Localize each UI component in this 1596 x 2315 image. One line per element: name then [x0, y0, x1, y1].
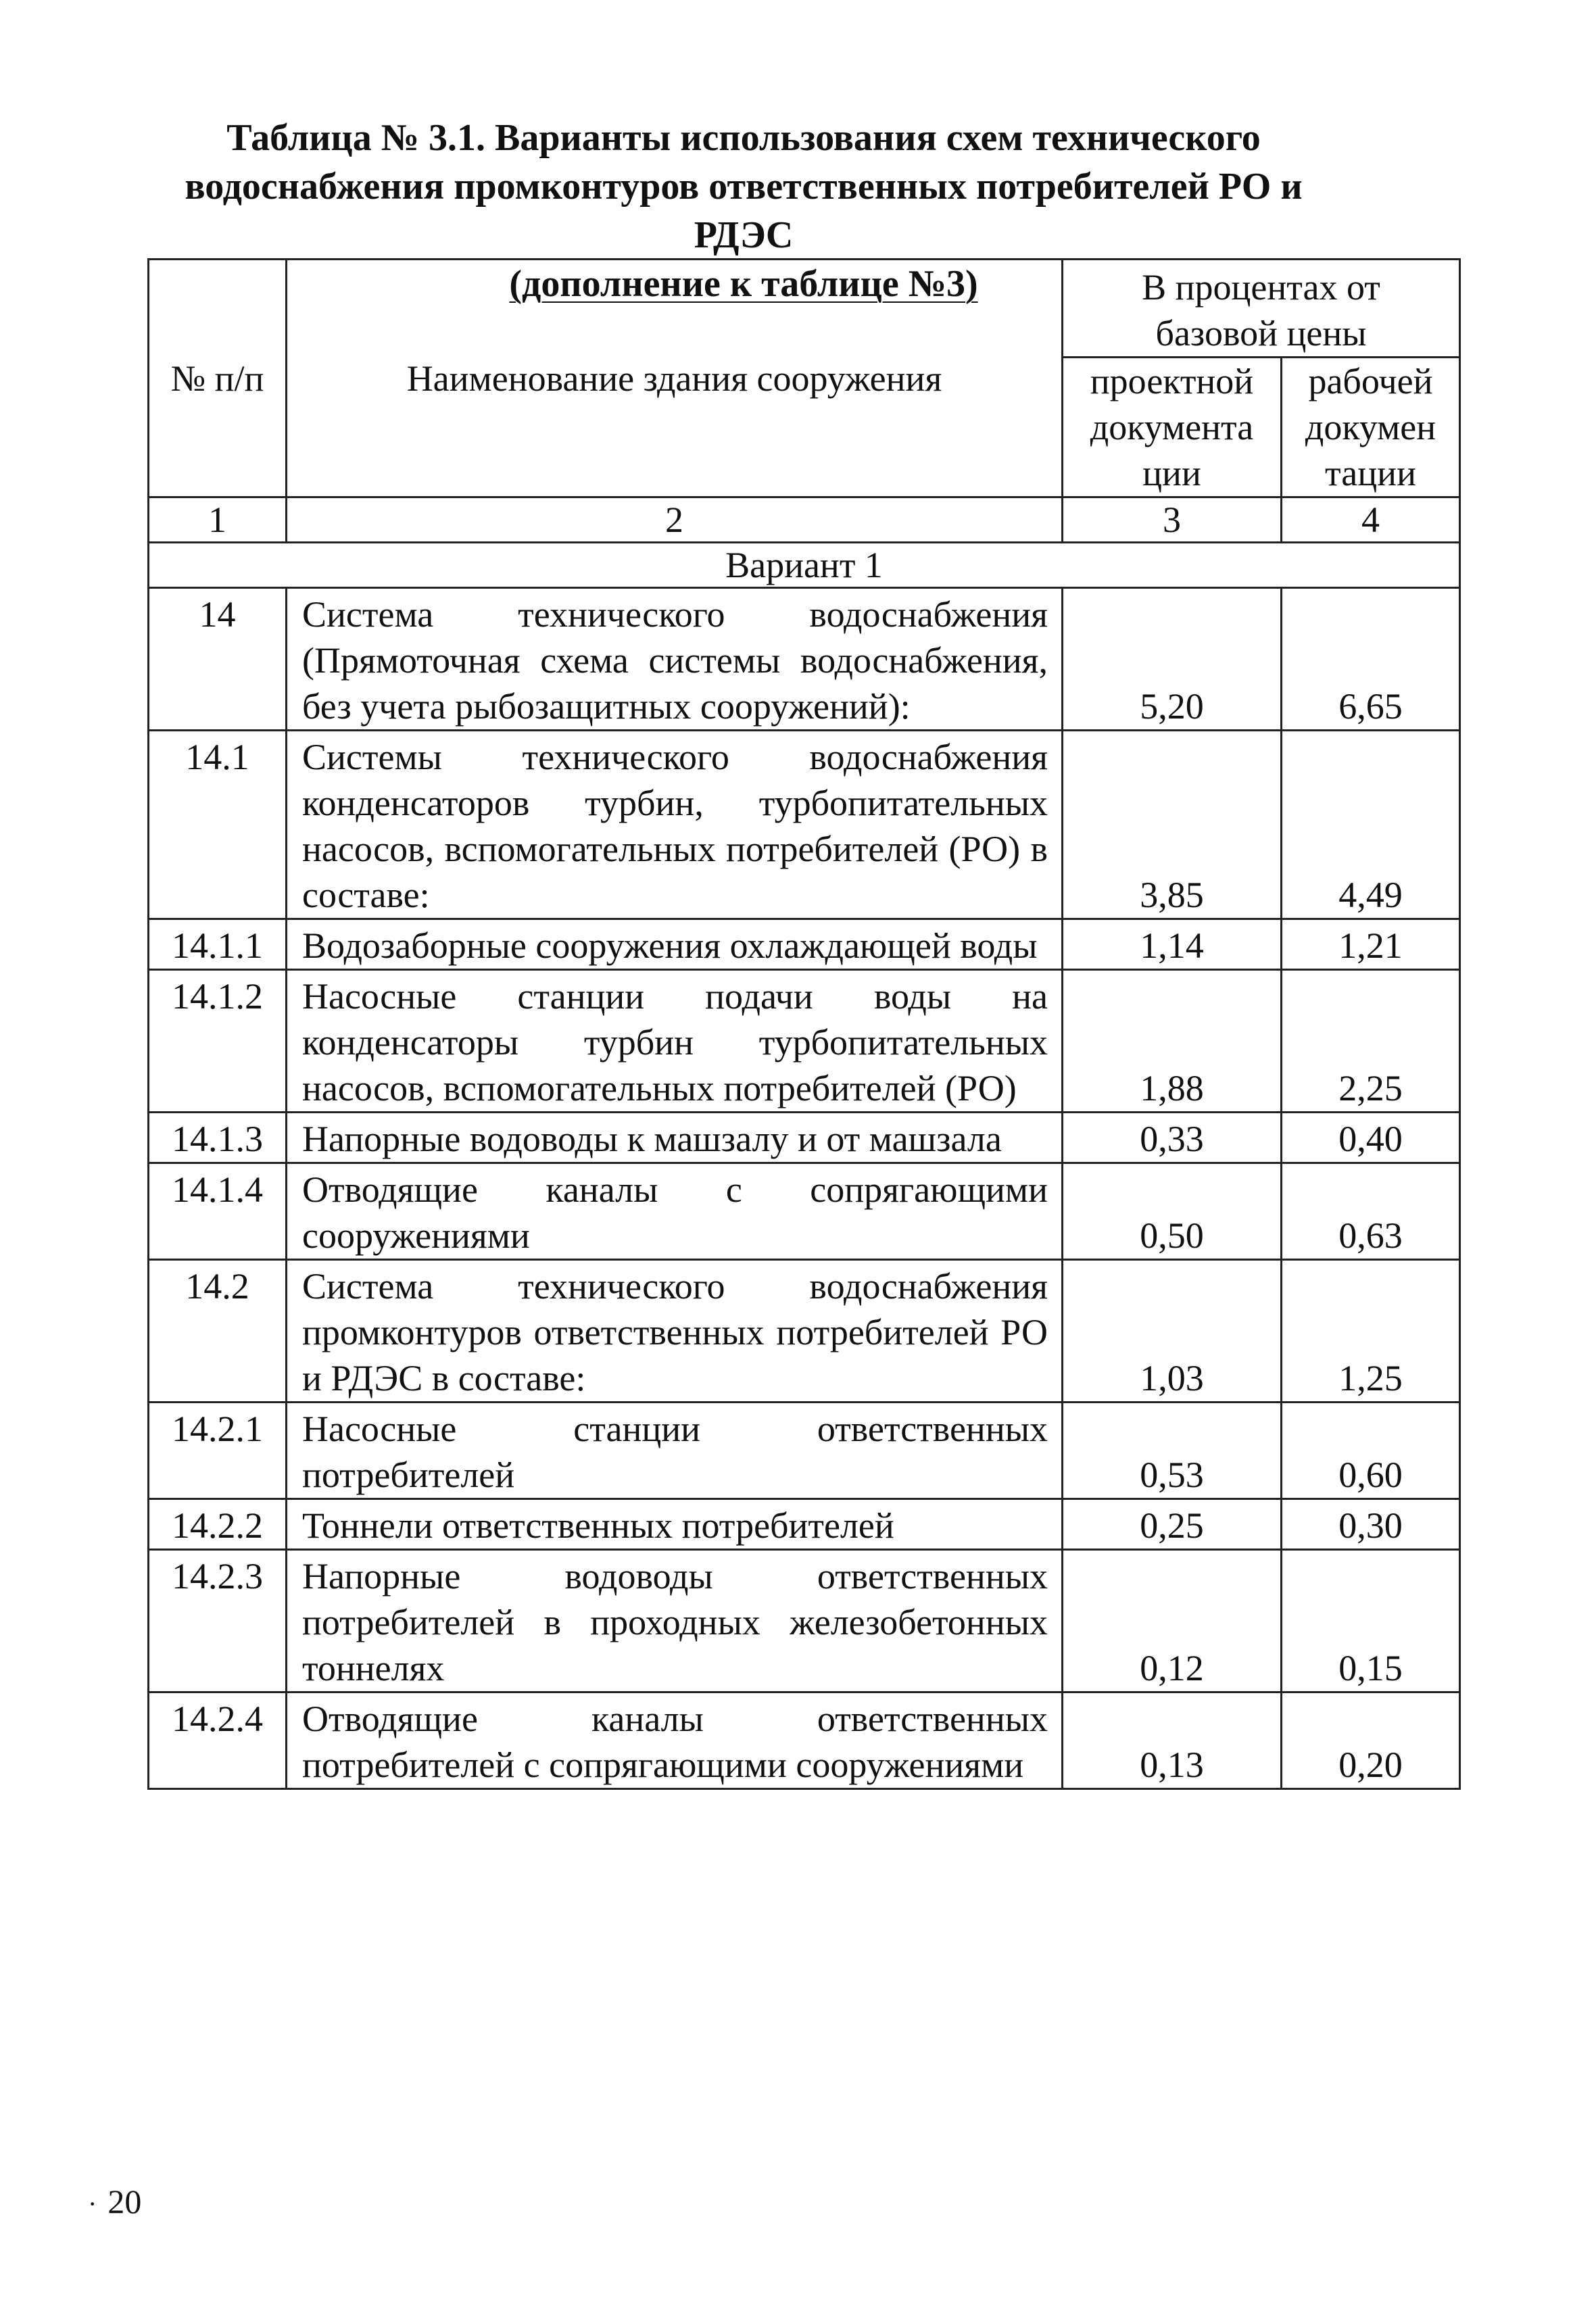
row-project-value: 0,13	[1063, 1692, 1282, 1789]
row-work-value: 2,25	[1282, 970, 1460, 1113]
header-group: В процентах от базовой цены	[1063, 260, 1460, 358]
row-project-value: 0,12	[1063, 1550, 1282, 1692]
row-project-value: 0,53	[1063, 1403, 1282, 1499]
table-row	[149, 1692, 1460, 1789]
index-row	[149, 497, 1460, 543]
row-project-value: 0,25	[1063, 1499, 1282, 1550]
row-work-value: 6,65	[1282, 588, 1460, 731]
row-name: Отводящие каналы ответственных потребителей с сопрягающими сооружениями	[287, 1692, 1063, 1789]
row-work-value: 0,40	[1282, 1113, 1460, 1163]
header-col4: рабочей докумен тации	[1282, 358, 1460, 497]
row-name: Водозаборные сооружения охлаждающей воды	[287, 919, 1063, 970]
table-row	[149, 1499, 1460, 1550]
header-num: № п/п	[149, 260, 287, 497]
row-work-value: 0,15	[1282, 1550, 1460, 1692]
row-name: Отводящие каналы с сопрягающими сооружениями	[287, 1163, 1063, 1260]
row-number: 14.1.2	[149, 970, 287, 1113]
row-work-value: 0,60	[1282, 1403, 1460, 1499]
row-project-value: 1,14	[1063, 919, 1282, 970]
row-number: 14.2.4	[149, 1692, 287, 1789]
header-name: Наименование здания сооружения	[287, 260, 1063, 497]
table-row	[149, 731, 1460, 919]
row-name: Система технического водоснабжения (Прямоточная схема системы водоснабжения, без учета рыбозащитных сооружений):	[287, 588, 1063, 731]
table-row	[149, 970, 1460, 1113]
row-name: Напорные водоводы ответственных потребителей в проходных железобетонных тоннелях	[287, 1550, 1063, 1692]
title-line-1: Таблица № 3.1. Варианты использования схем технического	[226, 117, 1261, 159]
row-name: Насосные станции ответственных потребителей	[287, 1403, 1063, 1499]
row-number: 14.1.1	[149, 919, 287, 970]
row-number: 14	[149, 588, 287, 731]
row-number: 14.2.1	[149, 1403, 287, 1499]
table-row	[149, 1163, 1460, 1260]
title-line-2: водоснабжения промконтуров ответственных потребителей РО и РДЭС	[185, 166, 1303, 256]
row-number: 14.1	[149, 731, 287, 919]
page-number-value: 20	[107, 2183, 142, 2220]
cost-table	[147, 258, 1461, 1790]
variant-label: Вариант 1	[149, 543, 1460, 588]
row-number: 14.1.4	[149, 1163, 287, 1260]
row-name: Система технического водоснабжения промконтуров ответственных потребителей РО и РДЭС в составе:	[287, 1260, 1063, 1403]
row-name: Системы технического водоснабжения конденсаторов турбин, турбопитательных насосов, вспомогательных потребителей (РО) в составе:	[287, 731, 1063, 919]
row-number: 14.1.3	[149, 1113, 287, 1163]
row-name: Напорные водоводы к машзалу и от машзала	[287, 1113, 1063, 1163]
row-work-value: 0,63	[1282, 1163, 1460, 1260]
index-cell: 2	[287, 497, 1063, 543]
row-work-value: 4,49	[1282, 731, 1460, 919]
row-name: Насосные станции подачи воды на конденсаторы турбин турбопитательных насосов, вспомогательных потребителей (РО)	[287, 970, 1063, 1113]
row-project-value: 0,33	[1063, 1113, 1282, 1163]
table-row	[149, 1113, 1460, 1163]
table-row	[149, 1550, 1460, 1692]
row-number: 14.2	[149, 1260, 287, 1403]
page-dot: ·	[88, 2189, 97, 2219]
row-project-value: 1,03	[1063, 1260, 1282, 1403]
title-line-3: (дополнение к таблице №3)	[509, 263, 978, 305]
row-work-value: 0,30	[1282, 1499, 1460, 1550]
row-work-value: 1,21	[1282, 919, 1460, 970]
row-work-value: 1,25	[1282, 1260, 1460, 1403]
row-name: Тоннели ответственных потребителей	[287, 1499, 1063, 1550]
page-number	[88, 2182, 141, 2221]
row-project-value: 1,88	[1063, 970, 1282, 1113]
table-row	[149, 919, 1460, 970]
row-project-value: 0,50	[1063, 1163, 1282, 1260]
table-body	[149, 588, 1460, 1789]
index-cell: 1	[149, 497, 287, 543]
row-work-value: 0,20	[1282, 1692, 1460, 1789]
table-row	[149, 1260, 1460, 1403]
table-row	[149, 1403, 1460, 1499]
header-row-1	[149, 260, 1460, 358]
index-cell: 4	[1282, 497, 1460, 543]
table-row	[149, 588, 1460, 731]
row-number: 14.2.2	[149, 1499, 287, 1550]
header-col3: проектной документа ции	[1063, 358, 1282, 497]
row-project-value: 5,20	[1063, 588, 1282, 731]
variant-row	[149, 543, 1460, 588]
row-project-value: 3,85	[1063, 731, 1282, 919]
row-number: 14.2.3	[149, 1550, 287, 1692]
index-cell: 3	[1063, 497, 1282, 543]
